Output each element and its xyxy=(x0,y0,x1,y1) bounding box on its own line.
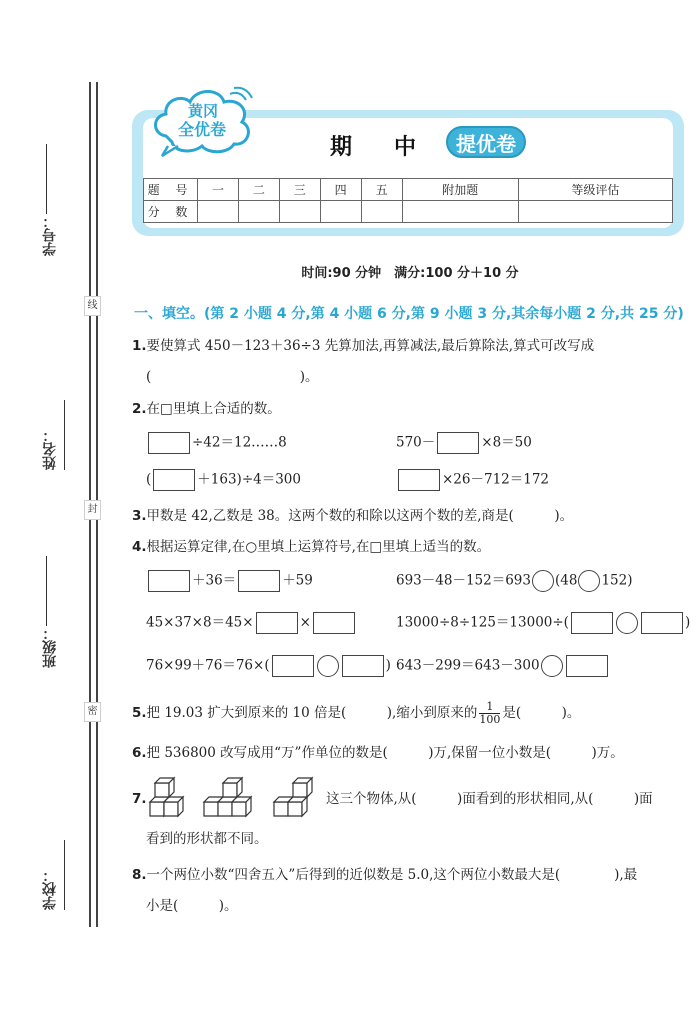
section-title: 一、填空。(第 2 小题 4 分,第 4 小题 6 分,第 9 小题 3 分,其余每小题 2 分,共 25 分) xyxy=(134,306,684,322)
class-field[interactable]: 班级： xyxy=(40,548,80,668)
question-7-cont: 看到的形状都不同。 xyxy=(146,831,268,847)
question-2a: ÷42＝12……8 xyxy=(146,432,287,454)
question-7: 这三个物体,从( )面看到的形状相同,从( )面 xyxy=(326,791,653,807)
question-4f: 643－299＝643－300 xyxy=(396,655,610,677)
score-cell[interactable] xyxy=(238,201,279,223)
answer-circle[interactable] xyxy=(541,655,563,677)
question-6: 6.把 536800 改写成用“万”作单位的数是( )万,保留一位小数是( )万。 xyxy=(132,745,624,761)
student-number-field[interactable]: 学号： xyxy=(40,128,80,256)
page-title: 期 中 xyxy=(330,135,419,160)
row-label-score: 分 数 xyxy=(144,201,198,223)
logo-line2: 全优卷 xyxy=(177,120,227,139)
score-table-score-row xyxy=(144,201,673,223)
fraction: $\frac{1}{100}$ xyxy=(479,700,501,726)
answer-box[interactable] xyxy=(256,612,298,634)
score-cell[interactable] xyxy=(198,201,239,223)
col-header: 二 xyxy=(238,179,279,201)
question-4: 4.根据运算定律,在○里填上运算符号,在□里填上适当的数。 xyxy=(132,539,491,555)
question-8-cont: 小是( )。 xyxy=(146,898,238,914)
seal-mark-xian: 线 xyxy=(84,296,101,316)
question-3: 3.甲数是 42,乙数是 38。这两个数的和除以这两个数的差,商是( )。 xyxy=(132,508,574,524)
answer-box[interactable] xyxy=(148,570,190,592)
col-header: 五 xyxy=(361,179,402,201)
question-2d: ×26－712＝172 xyxy=(396,469,549,491)
score-cell[interactable] xyxy=(279,201,320,223)
cube-figures-icon xyxy=(146,774,324,822)
col-header: 四 xyxy=(320,179,361,201)
question-1-answer[interactable]: ( )。 xyxy=(146,369,319,385)
score-table xyxy=(143,178,673,223)
answer-circle[interactable] xyxy=(317,655,339,677)
question-2: 2.在□里填上合适的数。 xyxy=(132,401,281,417)
answer-box[interactable] xyxy=(641,612,683,634)
col-header: 三 xyxy=(279,179,320,201)
score-table-header-row xyxy=(144,179,673,201)
answer-circle[interactable] xyxy=(616,612,638,634)
question-4e: 76×99＋76＝76×( ) xyxy=(146,655,391,677)
answer-box[interactable] xyxy=(238,570,280,592)
question-2b: 570－ ×8＝50 xyxy=(396,432,532,454)
student-name-field[interactable]: 姓名： xyxy=(40,360,80,470)
row-label-question: 题 号 xyxy=(144,179,198,201)
seal-mark-mi: 密 xyxy=(84,702,101,722)
question-8: 8.一个两位小数“四舍五入”后得到的近似数是 5.0,这个两位小数最大是( ),最 xyxy=(132,867,638,883)
question-1: 1.要使算式 450－123＋36÷3 先算加法,再算减法,最后算除法,算式可改写成 xyxy=(132,338,595,354)
question-2c: ( ＋163)÷4＝300 xyxy=(146,469,301,491)
question-4a: ＋36＝ ＋59 xyxy=(146,570,313,592)
score-cell[interactable] xyxy=(402,201,518,223)
answer-box[interactable] xyxy=(148,432,190,454)
col-header: 等级评估 xyxy=(518,179,672,201)
school-field[interactable]: 学校： xyxy=(40,800,80,910)
seal-mark-feng: 封 xyxy=(84,500,101,520)
answer-box[interactable] xyxy=(566,655,608,677)
answer-box[interactable] xyxy=(571,612,613,634)
exam-info: 时间:90 分钟 满分:100 分＋10 分 xyxy=(301,266,519,281)
question-4d: 13000÷8÷125＝13000÷( ) xyxy=(396,612,690,634)
question-7-number: 7. xyxy=(132,791,147,807)
answer-box[interactable] xyxy=(272,655,314,677)
question-5: 5.把 19.03 扩大到原来的 10 倍是( ),缩小到原来的 $\frac{1}{100}$ 是( )。 xyxy=(132,700,581,726)
col-header: 一 xyxy=(198,179,239,201)
logo-line1: 黄冈 xyxy=(187,102,219,120)
score-cell[interactable] xyxy=(361,201,402,223)
question-4b: 693－48－152＝693 (48 152) xyxy=(396,570,632,592)
answer-box[interactable] xyxy=(153,469,195,491)
answer-box[interactable] xyxy=(313,612,355,634)
answer-box[interactable] xyxy=(437,432,479,454)
score-cell[interactable] xyxy=(518,201,672,223)
answer-box[interactable] xyxy=(342,655,384,677)
score-cell[interactable] xyxy=(320,201,361,223)
title-badge: 提优卷 xyxy=(446,126,526,158)
question-4c: 45×37×8＝45× × xyxy=(146,612,357,634)
answer-box[interactable] xyxy=(398,469,440,491)
answer-circle[interactable] xyxy=(578,570,600,592)
answer-circle[interactable] xyxy=(532,570,554,592)
logo-cloud-icon xyxy=(148,84,258,158)
col-header: 附加题 xyxy=(402,179,518,201)
